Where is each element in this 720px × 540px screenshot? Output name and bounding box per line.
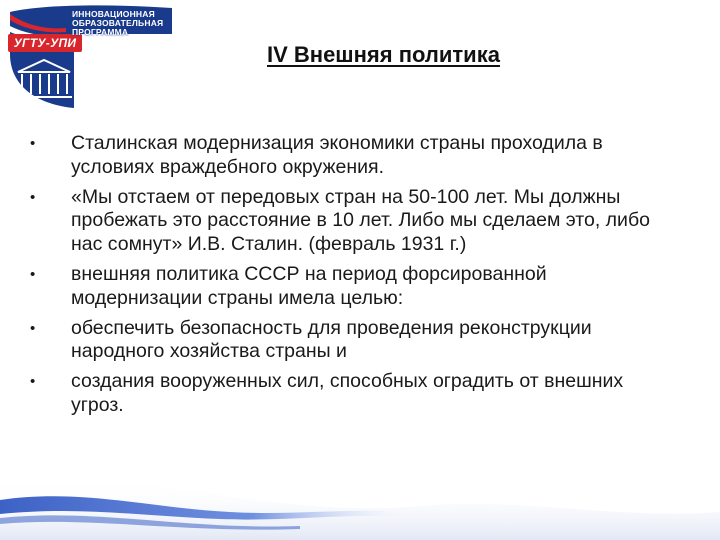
bullet-marker: • bbox=[30, 373, 36, 391]
logo-line-1: ИННОВАЦИОННАЯ bbox=[72, 9, 155, 19]
bullet-marker: • bbox=[30, 265, 36, 283]
bullet-item bbox=[30, 370, 670, 418]
bullet-list bbox=[30, 132, 670, 424]
slide-title: IV Внешняя политика bbox=[267, 42, 500, 67]
bullet-text: Сталинская модернизация экономики страны проходила в условиях враждебного окружения. bbox=[71, 132, 603, 178]
logo-banner-text: УГТУ-УПИ bbox=[13, 36, 77, 50]
bullet-text: «Мы отстаем от передовых стран на 50-100 лет. Мы должны пробежать это расстояние в 10 лет. Либо мы сделаем это, либо нас сомнут» И.В. Сталин. (февраль 1931 г.) bbox=[71, 185, 650, 256]
bullet-item bbox=[30, 317, 670, 365]
bullet-text: внешняя политика СССР на период форсированной модернизации страны имела целью: bbox=[71, 262, 547, 309]
bullet-text: обеспечить безопасность для проведения реконструкции народного хозяйства страны и bbox=[71, 316, 592, 363]
university-logo bbox=[4, 4, 174, 114]
bullet-marker: • bbox=[30, 188, 36, 206]
bullet-text: создания вооруженных сил, способных оградить от внешних угроз. bbox=[71, 370, 624, 416]
logo-line-2: ОБРАЗОВАТЕЛЬНАЯ bbox=[72, 18, 164, 28]
bullet-item bbox=[30, 132, 670, 180]
bullet-marker: • bbox=[30, 319, 36, 337]
bullet-item bbox=[30, 263, 670, 311]
logo-line-3: ПРОГРАММА bbox=[72, 27, 129, 37]
bullet-marker: • bbox=[30, 135, 36, 152]
bullet-item bbox=[30, 186, 670, 257]
logo-program-text bbox=[72, 10, 172, 37]
